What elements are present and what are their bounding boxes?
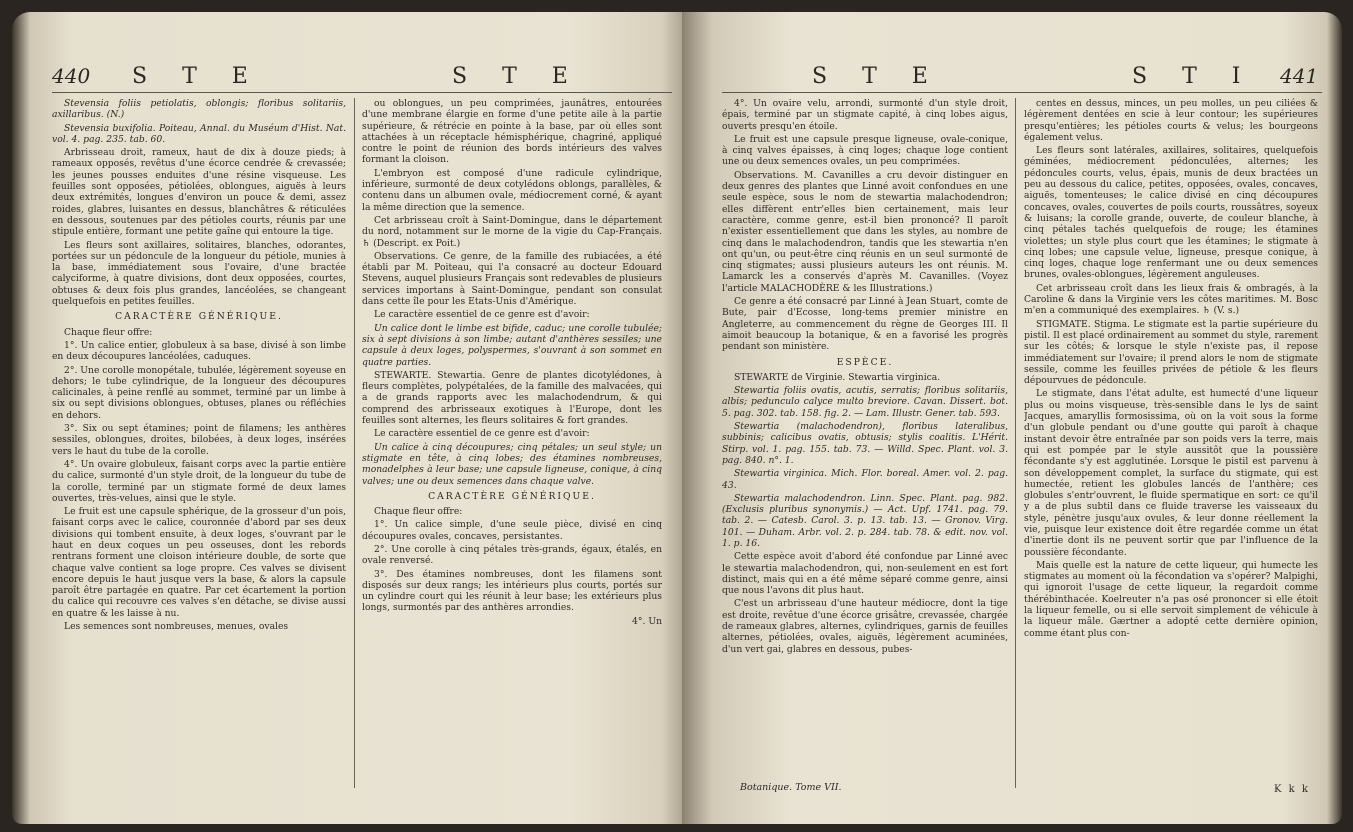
section-heading: CARACTÈRE GÉNÉRIQUE. bbox=[428, 490, 596, 502]
paragraph: Stevensia buxifolia. Poiteau, Annal. du Muséum d'Hist. Nat. vol. 4. pag. 235. tab. 60. bbox=[52, 122, 346, 145]
paragraph: Le fruit est une capsule sphérique, de la grosseur d'un pois, faisant corps avec le calice, couronnée d'abord par ses deux divisions qui tombent ensuite, à deux loges, s'ouvrant par le haut en deux coques un peu osseuses, dont les rebords rentrans forment une cloison intérieure double, de sorte que chaque valve contient sa loge propre. Ces valves se divisent encore depuis le haut jusque vers la base, & alors la capsule paroît être partagée en quatre. Par cet écartement la portion du calice qui recouvre ces valves s'en détache, se divise aussi en quatre & les laisse à nu. bbox=[52, 506, 346, 619]
paragraph: 4°. Un ovaire velu, arrondi, surmonté d'un style droit, épais, terminé par un stigmate capité, à cinq lobes aigus, ouverts presqu'en étoile. bbox=[722, 98, 1008, 132]
paragraph: Chaque fleur offre: bbox=[64, 326, 153, 338]
column-divider bbox=[1015, 98, 1016, 788]
running-head: S T E bbox=[452, 64, 582, 89]
paragraph: STEWARTE. Stewartia. Genre de plantes dicotylédones, à fleurs complètes, polypétalées, de la famille des malvacées, qui a de grands rapports avec les malachodendrum, & qui comprend des arbrisseaux exotiques à l'Europe, dont les feuilles sont alternes, les fleurs solitaires & fort grandes. bbox=[362, 369, 662, 427]
paragraph: STEWARTE de Virginie. Stewartia virginica. bbox=[734, 371, 941, 383]
paragraph: Le caractère essentiel de ce genre est d'avoir: bbox=[374, 428, 590, 440]
paragraph: Les fleurs sont axillaires, solitaires, blanches, odorantes, portées sur un pédoncule de la longueur du pétiole, munies à la base, immédiatement sous l'ovaire, d'une bractée calyciforme, à quatre divisions, dont deux opposées, courtes, obtuses & deux fois plus grandes, lancéolées, se changeant quelquefois en petites feuilles. bbox=[52, 239, 346, 308]
paragraph: Les fleurs sont latérales, axillaires, solitaires, quelquefois géminées, médiocrement pédonculées, alternes; les pédoncules courts, velus, épais, munis de deux bractées un peu au dessous du calice, petites, opposées, ovales, concaves, aiguës, tomenteuses; le calice divisé en cinq découpures concaves, ovales, couvertes de poils courts, roussâtres, soyeux & luisans; la corolle grande, ouverte, de couleur blanche, à cinq pétales tachés quelquefois de rouge; les étamines violettes; un style plus court que les étamines; le stigmate à cinq lobes; une capsule velue, ligneuse, presque conique, à cinq loges, chaque loge renfermant une ou deux semences brunes, ovales-oblongues, légèrement anguleuses. bbox=[1024, 145, 1318, 281]
paragraph: Observations. M. Cavanilles a cru devoir distinguer en deux genres des plantes que Linné avoit confondues en une seule espèce, sous le nom de stewartia malachodendron; elles diffèrent entr'elles bien certainement, mais leur caractère, comme genre, est-il bien prononcé? Il paroît n'exister essentiellement que dans les styles, au nombre de cinq dans le malachodendron, tandis que les stewartia n'en ont qu'un, ou peut-être cinq réunis en un seul surmonté de cinq stigmates; aussi plusieurs auteurs les ont réunis. M. Lamarck les a conservés d'après M. Cavanilles. (Voyez l'article MALACHODÈRE & les Illustrations.) bbox=[722, 169, 1008, 294]
paragraph: Cet arbrisseau croît dans les lieux frais & ombragés, à la Caroline & dans la Virginie vers les côtes maritimes. M. Bosc m'en a communiqué des exemplaires. ♄ (V. s.) bbox=[1024, 282, 1318, 317]
paragraph: Observations. Ce genre, de la famille des rubiacées, a été établi par M. Poiteau, qui l'a consacré au docteur Edouard Stevens, auquel plusieurs Français sont redevables de plusieurs services importans à Saint-Domingue, pendant son consulat dans cette île pour les Etats-Unis d'Amérique. bbox=[362, 250, 662, 308]
text-column bbox=[722, 98, 1008, 778]
section-heading: CARACTÈRE GÉNÉRIQUE. bbox=[115, 311, 283, 323]
paragraph: Ce genre a été consacré par Linné à Jean Stuart, comte de Bute, pair d'Ecosse, long-tems premier ministre en Angleterre, au commencement du règne de Georges III. Il aimoit beaucoup la botanique, & en a favorisé les progrès pendant son ministère. bbox=[722, 296, 1008, 353]
paragraph: Stewartia foliis ovatis, acutis, serratis; floribus solitariis, albis; pedunculo calyce multo breviore. Cavan. Dissert. bot. 5. pag. 302. tab. 158. fig. 2. — Lam. Illustr. Gener. tab. 593. bbox=[722, 385, 1008, 419]
text-column bbox=[1024, 98, 1318, 782]
paragraph: Stewartia (malachodendron), floribus lateralibus, subbinis; calicibus ovatis, obtusis; stylis coalitis. L'Hérit. Stirp. vol. 1. pag. 155. tab. 73. — Willd. Spec. Plant. vol. 3. pag. 840. n°. 1. bbox=[722, 421, 1008, 466]
paragraph: Cet arbrisseau croît à Saint-Domingue, dans le département du nord, notamment sur le morne de la vigie du Cap-Français. ♄ (Descript. ex Poit.) bbox=[362, 214, 662, 249]
right-page bbox=[682, 12, 1342, 824]
paragraph: 2°. Une corolle à cinq pétales très-grands, égaux, étalés, en ovale renversé. bbox=[362, 543, 662, 567]
running-head: S T E bbox=[132, 64, 262, 89]
paragraph: C'est un arbrisseau d'une hauteur médiocre, dont la tige est droite, revêtue d'une écorce grisâtre, crevassée, chargée de rameaux glabres, alternes, cylindriques, garnis de feuilles alternes, pétiolées, ovales, aiguës, légèrement acuminées, d'un vert gai, glabres en dessous, pubes- bbox=[722, 598, 1008, 655]
paragraph: Cette espèce avoit d'abord été confondue par Linné avec le stewartia malachodendron, qui, non-seulement en est fort distinct, mais qui en a été même séparé comme genre, ainsi que nous l'avons dit plus haut. bbox=[722, 551, 1008, 597]
open-book bbox=[2, 4, 1350, 830]
paragraph: Un calice dont le limbe est bifide, caduc; une corolle tubulée; six à sept divisions à son limbe; autant d'anthères sessiles; une capsule à deux loges, polyspermes, s'ouvrant à son sommet en quatre parties. bbox=[362, 322, 662, 368]
paragraph: centes en dessus, minces, un peu molles, un peu ciliées & légèrement dentées en scie à leur contour; les supérieures presqu'entières; les pétioles courts & velus; les bourgeons également velus. bbox=[1024, 98, 1318, 143]
section-heading: ESPÈCE. bbox=[836, 356, 894, 368]
paragraph: STIGMATE. Stigma. Le stigmate est la partie supérieure du pistil. Il est placé ordinairement au sommet du style, rarement sur les côtés; & lorsque le style n'existe pas, il repose immédiatement sur l'ovaire; il prend alors le nom de stigmate sessile, comme les feuilles privées de pétiole & les fleurs dépourvues de pédoncule. bbox=[1024, 318, 1318, 387]
paragraph: Stewartia malachodendron. Linn. Spec. Plant. pag. 982. (Exclusis pluribus synonymis.) — Act. Upf. 1741. pag. 79. tab. 2. — Catesb. Carol. 3. p. 13. tab. 13. — Gronov. Virg. 101. — Duham. Arbr. vol. 2. p. 284. tab. 78. & edit. nov. vol. 1. p. 16. bbox=[722, 492, 1008, 549]
page-number: 441 bbox=[1280, 64, 1319, 88]
paragraph: 2°. Une corolle monopétale, tubulée, légèrement soyeuse en dehors; le tube cylindrique, de la longueur des découpures calicinales, à peine renflé au sommet, terminé par un limbe à six ou sept divisions oblongues, obtuses, planes ou réfléchies en dehors. bbox=[52, 364, 346, 421]
running-head: S T I bbox=[1132, 64, 1255, 89]
paragraph: 1°. Un calice simple, d'une seule pièce, divisé en cinq découpures ovales, concaves, persistantes. bbox=[362, 519, 662, 542]
paragraph: 3°. Six ou sept étamines; point de filamens; les anthères sessiles, oblongues, droites, bilobées, à deux loges, insérées vers le haut du tube de la corolle. bbox=[52, 423, 346, 457]
header-rule bbox=[722, 92, 1322, 93]
text-column bbox=[362, 98, 662, 798]
paragraph: Un calice à cinq découpures; cinq pétales; un seul style; un stigmate en tête, à cinq lobes; des étamines nombreuses, monadelphes à leur base; une capsule ligneuse, conique, à cinq valves; une ou deux semences dans chaque valve. bbox=[362, 441, 662, 487]
header-rule bbox=[52, 92, 672, 93]
paragraph: 1°. Un calice entier, globuleux à sa base, divisé à son limbe en deux découpures lancéolées, caduques. bbox=[52, 339, 346, 363]
paragraph: Chaque fleur offre: bbox=[374, 506, 463, 518]
footer-volume: Botanique. Tome VII. bbox=[740, 782, 842, 793]
paragraph: Stewartia virginica. Mich. Flor. boreal. Amer. vol. 2. pag. 43. bbox=[722, 468, 1008, 491]
paragraph: 4°. Un ovaire globuleux, faisant corps avec la partie entière du calice, surmonté d'un style droit, de la longueur du tube de la corolle, terminé par un stigmate formé de deux lames ouvertes, très-velues, ainsi que le style. bbox=[52, 458, 346, 504]
paragraph: Le stigmate, dans l'état adulte, est humecté d'une liqueur plus ou moins visqueuse, très-sensible dans le lys de saint Jacques, amaryllis formosissima, où on la voit sous la forme d'un globule pendant ou d'une goutte qui paroît à chaque instant devoir être entraînée par son poids vers la terre, mais qui est pompée par le style aussitôt que la poussière fécondante s'y est agglutinée. Lorsque le pistil est parvenu à son développement complet, la surface du stigmate, qui est humectée, retient les globules lancés de l'anthère; ces globules s'entr'ouvrent, le fluide spermatique en sort: ce qu'il y a de plus subtil dans ce fluide traverse les vaisseaux du style, pénètre jusqu'aux ovules, & leur donne réellement la vie, puisque leur existence doit être regardée comme un état d'inertie dont ils ne peuvent sortir que par l'influence de la poussière fécondante. bbox=[1024, 388, 1318, 558]
paragraph: Le fruit est une capsule presque ligneuse, ovale-conique, à cinq valves épaisses, à cinq loges; chaque loge contient une ou deux semences ovales, un peu comprimées. bbox=[722, 133, 1008, 168]
paragraph: ou oblongues, un peu comprimées, jaunâtres, entourées d'une membrane élargie en forme d'une petite aile à la partie supérieure, & rétrécie en pointe à la base, par où elles sont attachées à un réceptacle hémisphérique, chagriné, appliqué contre le point de réunion des bords intérieurs des valves formant la cloison. bbox=[362, 98, 662, 166]
column-divider bbox=[354, 98, 355, 788]
page-number: 440 bbox=[52, 64, 91, 88]
paragraph: Le caractère essentiel de ce genre est d'avoir: bbox=[374, 309, 590, 321]
catchword: 4°. Un bbox=[632, 615, 662, 627]
paragraph: Stevensia foliis petiolatis, oblongis; floribus solitariis, axillaribus. (N.) bbox=[52, 98, 346, 121]
paragraph: Arbrisseau droit, rameux, haut de dix à douze pieds; à rameaux opposés, revêtus d'une écorce cendrée & crevassée; les jeunes pousses enduites d'une résine visqueuse. Les feuilles sont opposées, pétiolées, oblongues, aiguës à leurs deux extrémités, longues d'environ un pouce & demi, assez roides, glabres, luisantes en dessus, blanchâtres & réticulées en dessous, soutenues par des pétioles courts, réunis par une stipule entière, formant une petite gaîne qui entoure la tige. bbox=[52, 147, 346, 238]
left-page bbox=[12, 12, 692, 824]
paragraph: 3°. Des étamines nombreuses, dont les filamens sont disposés sur deux rangs; les intérieurs plus courts, portés sur un cylindre court qui les réunit à leur base; les extérieurs plus longs, surmontés par des anthères arrondies. bbox=[362, 568, 662, 614]
signature-mark: K k k bbox=[1274, 784, 1310, 795]
paragraph: L'embryon est composé d'une radicule cylindrique, inférieure, surmonté de deux cotylédons oblongs, parallèles, & contenu dans un albumen ovale, médiocrement corné, & ayant la même direction que la semence. bbox=[362, 167, 662, 213]
paragraph: Mais quelle est la nature de cette liqueur, qui humecte les stigmates au moment où la fécondation va s'opérer? Malpighi, qui ignoroit l'usage de cette liqueur, la regardoit comme thérébinthacée. Koelreuter n'a pas osé prononcer si elle étoit la liqueur femelle, ou si elle servoit simplement de véhicule à la liqueur mâle. Gærtner a adopté cette dernière opinion, comme étant plus con- bbox=[1024, 559, 1318, 639]
running-head: S T E bbox=[812, 64, 942, 89]
paragraph: Les semences sont nombreuses, menues, ovales bbox=[64, 621, 289, 633]
text-column bbox=[52, 98, 346, 798]
